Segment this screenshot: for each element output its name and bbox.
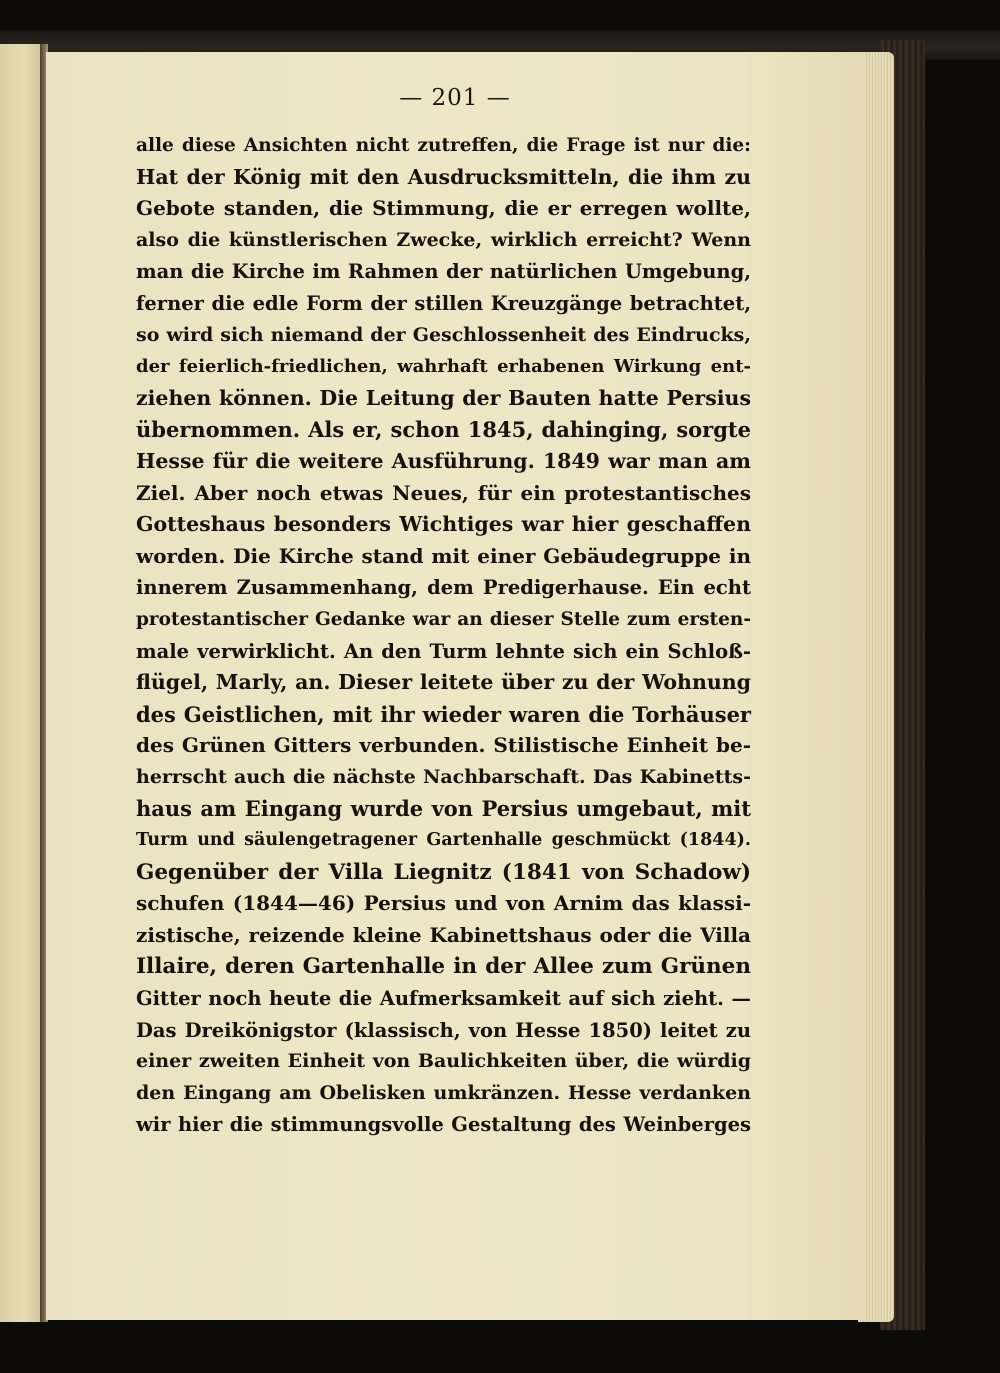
book-page (46, 52, 864, 1320)
text-line: wir hier die stimmungsvolle Gestaltung des Weinberges (136, 1113, 751, 1137)
text-line: Gegenüber der Villa Liegnitz (1841 von Schadow) (136, 859, 751, 885)
text-line: innerem Zusammenhang, dem Predigerhause. Ein echt (136, 576, 751, 600)
text-line: flügel, Marly, an. Dieser leitete über zu der Wohnung (136, 670, 751, 695)
text-line: Hesse für die weitere Ausführung. 1849 war man am (136, 448, 751, 473)
text-line: haus am Eingang wurde von Persius umgebaut, mit (136, 796, 751, 822)
text-line: male verwirklicht. An den Turm lehnte sich ein Schloß- (136, 639, 751, 663)
text-line: so wird sich niemand der Geschlossenheit des Eindrucks, (136, 323, 751, 346)
text-line: übernommen. Als er, schon 1845, dahinging, sorgte (136, 417, 751, 443)
text-line: Das Dreikönigstor (klassisch, von Hesse 1850) leitet zu (136, 1018, 751, 1042)
text-line: Hat der König mit den Ausdrucksmitteln, die ihm zu (136, 164, 751, 189)
text-line: protestantischer Gedanke war an dieser Stelle zum ersten- (136, 608, 751, 630)
page-body-text (136, 130, 751, 1141)
text-line: Ziel. Aber noch etwas Neues, für ein protestantisches (136, 480, 751, 505)
text-line: Turm und säulengetragener Gartenhalle geschmückt (1844). (136, 830, 751, 851)
text-line: Gebote standen, die Stimmung, die er erregen wollte, (136, 196, 751, 221)
text-line: des Grünen Gitters verbunden. Stilistische Einheit be- (136, 733, 751, 758)
text-line: man die Kirche im Rahmen der natürlichen Umgebung, (136, 260, 751, 284)
text-line: der feierlich-friedlichen, wahrhaft erhabenen Wirkung ent- (136, 356, 751, 378)
text-line: worden. Die Kirche stand mit einer Gebäudegruppe in (136, 543, 751, 568)
text-line: schufen (1844—46) Persius und von Arnim das klassi- (136, 891, 751, 916)
text-line: des Geistlichen, mit ihr wieder waren die Torhäuser (136, 701, 751, 727)
page-number: — 201 — (399, 85, 511, 111)
text-line: Illaire, deren Gartenhalle in der Allee zum Grünen (136, 954, 751, 980)
text-line: herrscht auch die nächste Nachbarschaft. Das Kabinetts- (136, 765, 751, 788)
text-line: den Eingang am Obelisken umkränzen. Hesse verdanken (136, 1081, 751, 1104)
text-line: einer zweiten Einheit von Baulichkeiten über, die würdig (136, 1050, 751, 1073)
text-line: alle diese Ansichten nicht zutreffen, die Frage ist nur die: (136, 135, 751, 156)
text-line: zistische, reizende kleine Kabinettshaus oder die Villa (136, 922, 751, 947)
text-line: also die künstlerischen Zwecke, wirklich erreicht? Wenn (136, 228, 751, 251)
text-line: ferner die edle Form der stillen Kreuzgänge betrachtet, (136, 291, 751, 315)
text-line: Gitter noch heute die Aufmerksamkeit auf sich zieht. — (136, 987, 751, 1011)
previous-page-edge (0, 44, 42, 1322)
text-line: ziehen können. Die Leitung der Bauten hatte Persius (136, 385, 751, 410)
text-line: Gotteshaus besonders Wichtiges war hier geschaffen (136, 512, 751, 537)
